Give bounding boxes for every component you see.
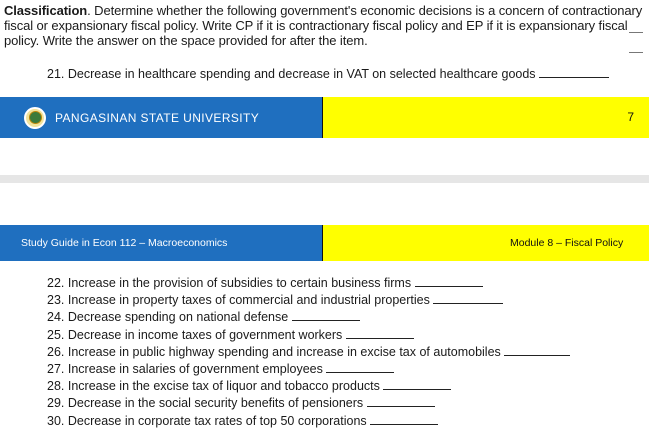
university-name: PANGASINAN STATE UNIVERSITY (55, 110, 260, 125)
page-number: 7 (627, 110, 634, 124)
margin-mark (629, 32, 643, 33)
question-text: Increase in salaries of government employees (67, 362, 323, 377)
header-right (322, 225, 649, 261)
answer-blank[interactable] (370, 414, 438, 425)
list-item (47, 413, 570, 430)
module-title: Module 8 – Fiscal Policy (510, 237, 624, 249)
question-text: Decrease in income taxes of government workers (67, 327, 343, 342)
question-text: Decrease in healthcare spending and decrease in VAT on selected healthcare goods (67, 67, 536, 81)
answer-blank[interactable] (415, 276, 483, 287)
question-number: 22. (47, 276, 65, 290)
instructions (4, 3, 644, 48)
question-number: 26. (47, 344, 65, 359)
question-number: 25. (47, 327, 65, 342)
list-item (47, 361, 570, 378)
list-item (47, 378, 570, 395)
page-gap (0, 138, 649, 175)
question-number: 30. (47, 413, 65, 428)
page-divider (0, 175, 649, 183)
question-text: Increase in the provision of subsidies to certain business firms (67, 276, 412, 290)
question-number: 29. (47, 396, 65, 411)
question-text: Decrease spending on national defense (67, 310, 289, 325)
list-item (47, 327, 570, 344)
answer-blank[interactable] (367, 396, 435, 407)
answer-blank[interactable] (433, 293, 503, 304)
guide-title: Study Guide in Econ 112 – Macroeconomics (21, 237, 228, 249)
question-text: Increase in public highway spending and increase in excise tax of automobiles (67, 344, 501, 359)
page-footer (0, 97, 649, 138)
list-item (47, 395, 570, 412)
header-left (0, 225, 322, 261)
list-item (47, 344, 570, 361)
university-seal-icon (24, 107, 46, 129)
answer-blank[interactable] (504, 345, 570, 356)
page-header (0, 225, 649, 261)
question-text: Decrease in the social security benefits of pensioners (67, 396, 364, 411)
answer-blank[interactable] (383, 379, 451, 390)
list-item (47, 309, 570, 326)
answer-blank[interactable] (539, 67, 609, 78)
list-item (47, 292, 570, 309)
answer-blank[interactable] (326, 362, 394, 373)
answer-blank[interactable] (346, 328, 414, 339)
answer-blank[interactable] (292, 310, 360, 321)
list-item (47, 275, 570, 292)
question-number: 21. (47, 67, 65, 81)
question-text: Increase in the excise tax of liquor and tobacco products (67, 379, 380, 394)
question-number: 24. (47, 310, 65, 325)
question-list (47, 275, 570, 430)
footer-left (0, 97, 322, 138)
instructions-body: . Determine whether the following government's economic decisions is a concern of contractionary fiscal or expansionary fiscal policy. Write CP if it is contractionary fiscal policy and EP if it is expansionary fiscal policy. Write the answer on the space provided for after the item. (4, 3, 643, 48)
question-text: Increase in property taxes of commercial and industrial properties (67, 293, 430, 308)
instructions-heading: Classification (4, 3, 88, 18)
question-number: 23. (47, 293, 65, 308)
margin-mark (629, 52, 643, 53)
footer-right (322, 97, 649, 138)
question-number: 28. (47, 379, 65, 394)
question-21 (47, 67, 609, 81)
question-text: Decrease in corporate tax rates of top 50 corporations (67, 413, 367, 428)
question-number: 27. (47, 362, 65, 377)
